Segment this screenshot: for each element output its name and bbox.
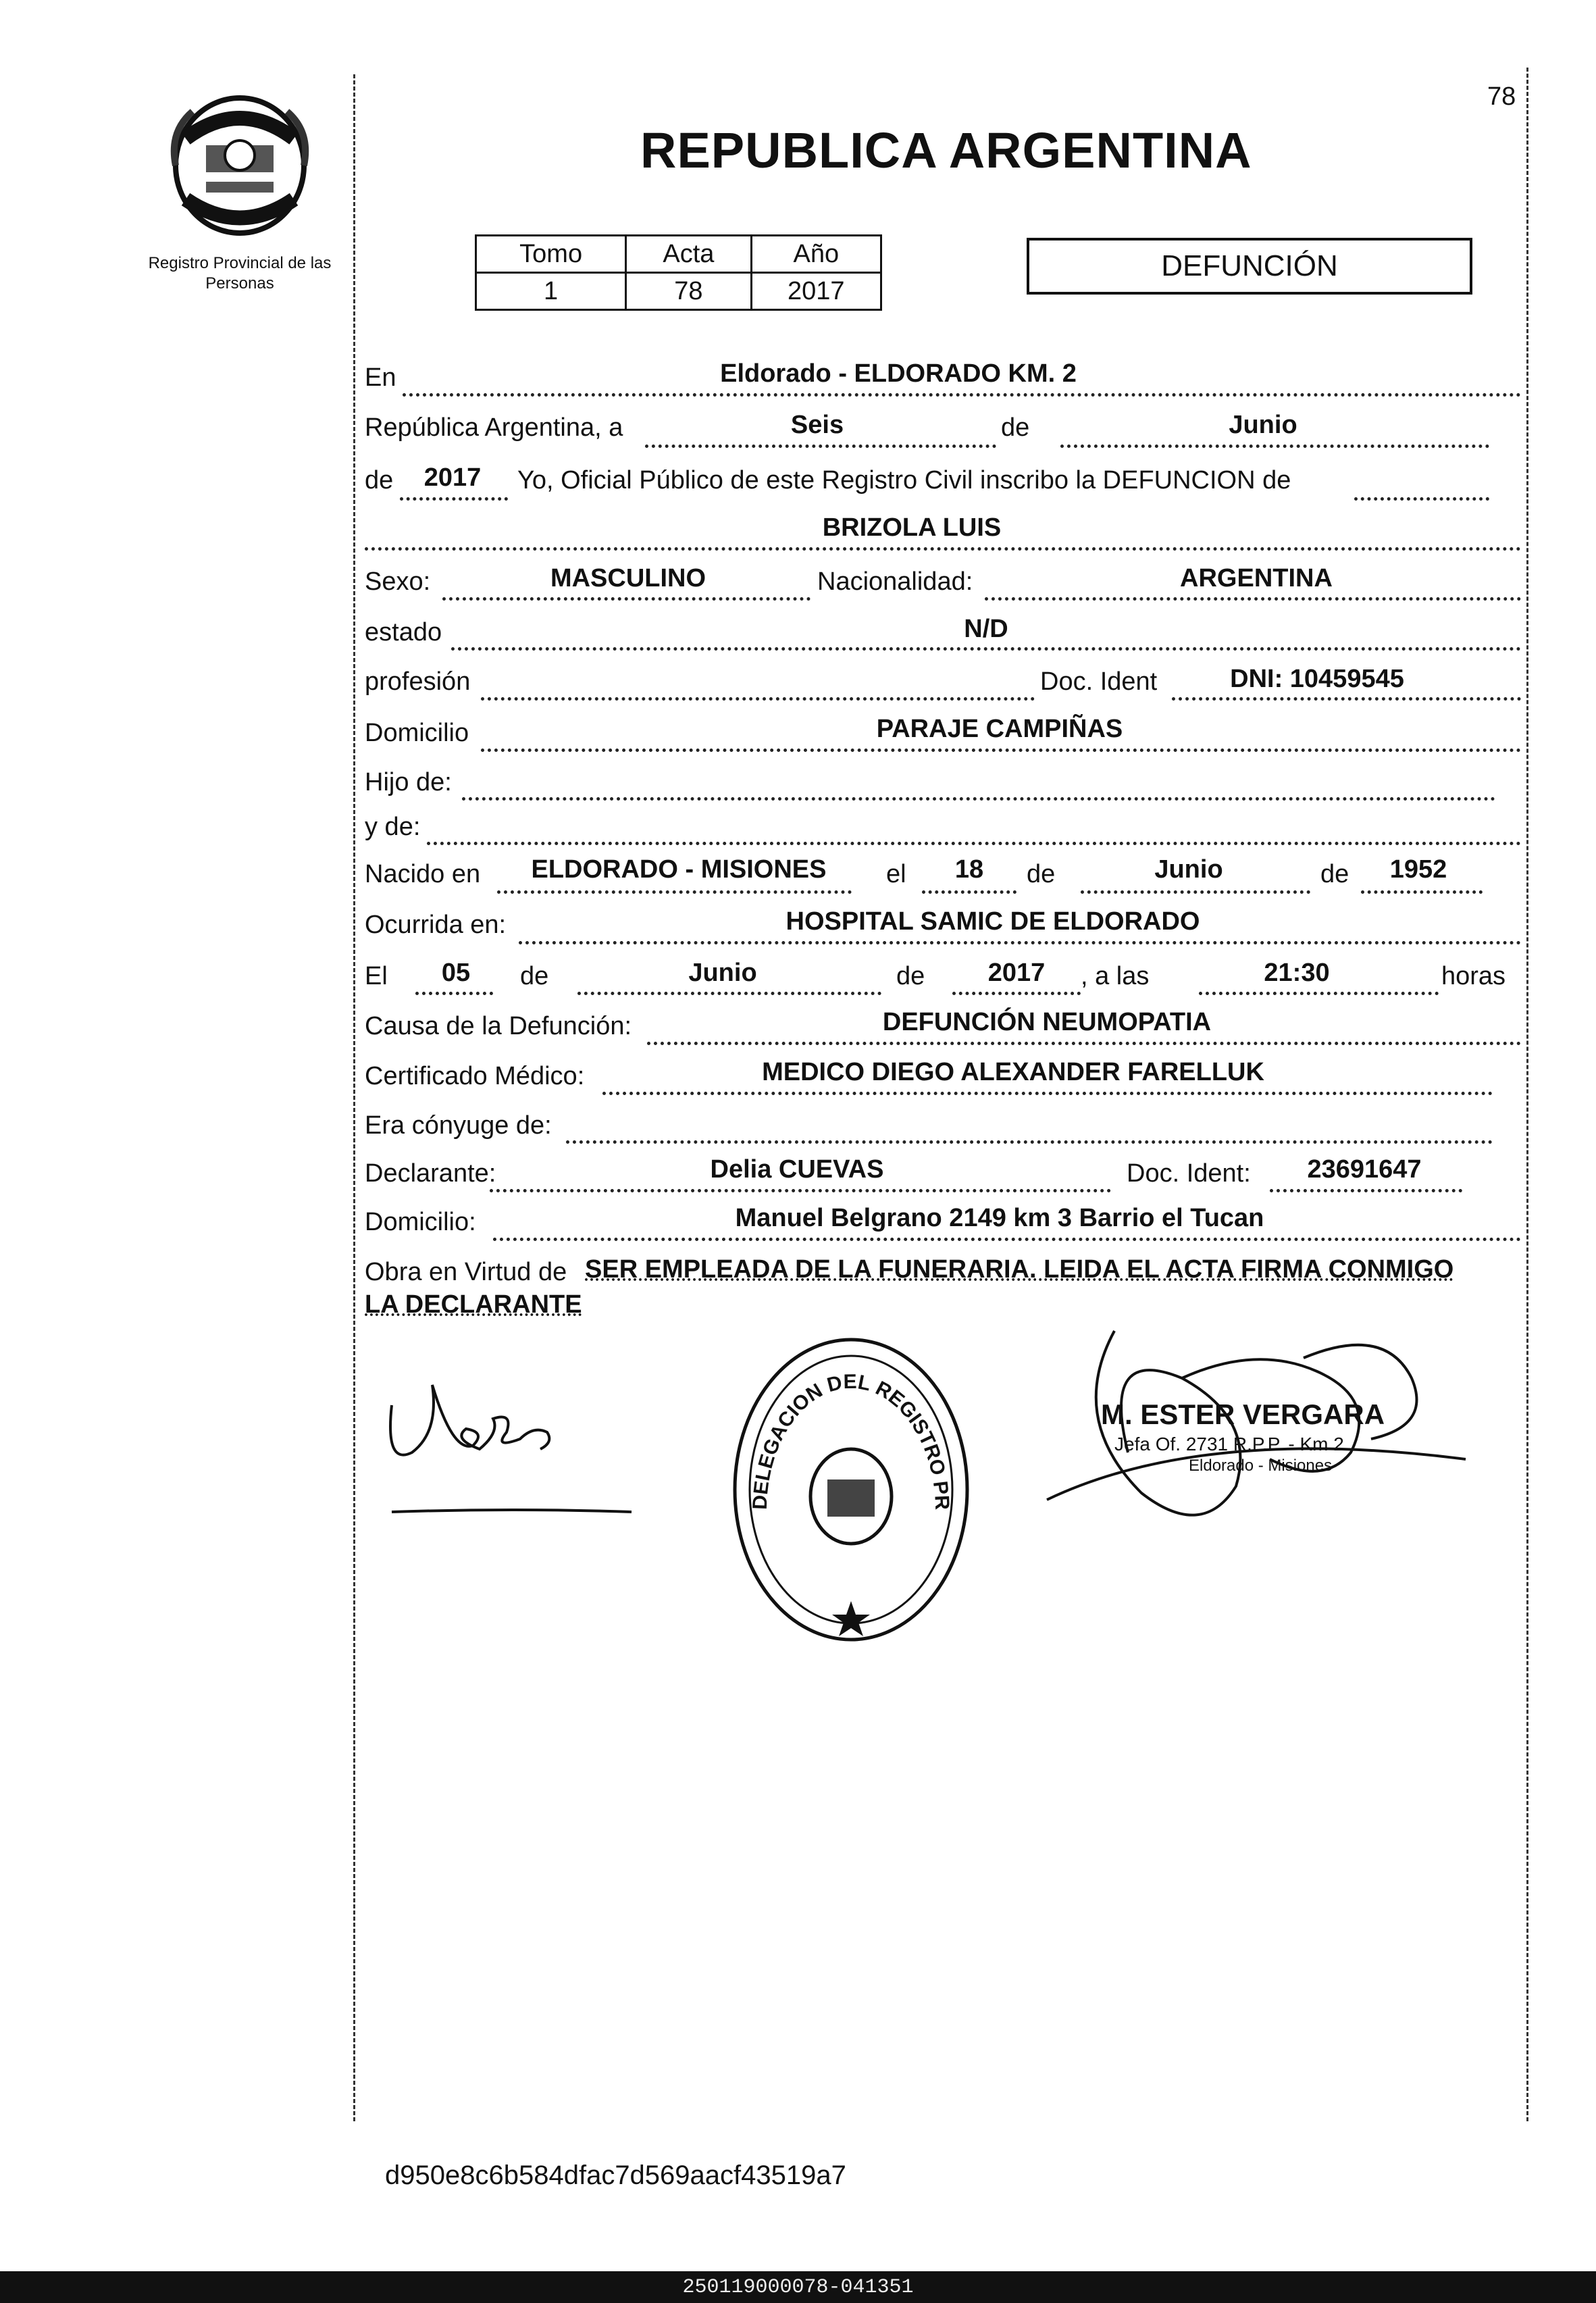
declarant-signature xyxy=(378,1365,648,1534)
de-label-5: de xyxy=(520,962,549,990)
birth-year: 1952 xyxy=(1389,855,1447,884)
ocurrida-value: HOSPITAL SAMIC DE ELDORADO xyxy=(786,907,1200,936)
year-value: 2017 xyxy=(423,463,482,492)
hijo-label: Hijo de: xyxy=(365,768,452,796)
el-label: el xyxy=(886,860,906,888)
obra-value-line2: LA DECLARANTE xyxy=(365,1290,582,1319)
declarante-value: Delia CUEVAS xyxy=(710,1155,884,1184)
ano-value: 2017 xyxy=(751,273,881,310)
nacido-line xyxy=(497,890,852,894)
nacionalidad-label: Nacionalidad: xyxy=(817,567,973,596)
record-table xyxy=(475,234,882,311)
death-day-line xyxy=(415,992,493,995)
profesion-line xyxy=(481,697,1035,701)
page-title: REPUBLICA ARGENTINA xyxy=(640,122,1252,178)
en-line xyxy=(403,393,1521,397)
ano-header: Año xyxy=(751,236,881,273)
province-logo xyxy=(165,91,314,240)
inscribo-line xyxy=(1354,497,1489,501)
official-place: Eldorado - Misiones xyxy=(1189,1457,1333,1475)
nacionalidad-line xyxy=(985,597,1521,601)
birth-month: Junio xyxy=(1154,855,1223,884)
birth-day: 18 xyxy=(954,855,984,884)
alas-label: , a las xyxy=(1081,962,1150,990)
certificado-value: MEDICO DIEGO ALEXANDER FARELLUK xyxy=(762,1058,1264,1086)
de-label-3: de xyxy=(1027,860,1056,888)
record-table-header-row xyxy=(476,236,881,273)
official-name: M. ESTER VERGARA xyxy=(1101,1398,1385,1430)
death-year-line xyxy=(952,992,1081,995)
ocurrida-label: Ocurrida en: xyxy=(365,911,507,939)
yde-line xyxy=(427,842,1521,845)
inscribo-text: Yo, Oficial Público de este Registro Civil inscribo la DEFUNCION de xyxy=(517,466,1291,495)
sexo-value: MASCULINO xyxy=(550,564,706,592)
doc-ident-label: Doc. Ident xyxy=(1040,667,1158,696)
declarante-label: Declarante: xyxy=(365,1159,496,1188)
name-line xyxy=(365,547,1521,551)
sexo-label: Sexo: xyxy=(365,567,431,596)
death-time: 21:30 xyxy=(1264,959,1330,987)
doc-ident2-value: 23691647 xyxy=(1307,1155,1422,1184)
birth-year-line xyxy=(1361,890,1483,894)
deceased-name: BRIZOLA LUIS xyxy=(822,513,1002,542)
ocurrida-line xyxy=(519,941,1521,944)
estado-value: N/D xyxy=(964,615,1008,643)
domicilio2-line xyxy=(493,1238,1521,1241)
document-hash: d950e8c6b584dfac7d569aacf43519a7 xyxy=(385,2160,846,2190)
horas-label: horas xyxy=(1441,962,1506,990)
hijo-line xyxy=(462,797,1495,801)
el2-label: El xyxy=(365,962,388,990)
registry-round-seal xyxy=(729,1334,973,1645)
profesion-label: profesión xyxy=(365,667,471,696)
acta-header: Acta xyxy=(626,236,751,273)
conyuge-line xyxy=(566,1140,1493,1144)
tomo-header: Tomo xyxy=(476,236,626,273)
domicilio2-value: Manuel Belgrano 2149 km 3 Barrio el Tucan xyxy=(735,1204,1264,1232)
death-time-line xyxy=(1199,992,1439,995)
sexo-line xyxy=(442,597,810,601)
domicilio-value: PARAJE CAMPIÑAS xyxy=(876,715,1123,743)
tomo-value: 1 xyxy=(476,273,626,310)
day-value: Seis xyxy=(790,411,844,439)
de-label-2: de xyxy=(365,466,394,495)
doc-ident-line xyxy=(1172,697,1521,701)
year-line xyxy=(400,497,508,501)
death-month: Junio xyxy=(688,959,757,987)
declarante-line xyxy=(490,1189,1111,1192)
en-value: Eldorado - ELDORADO KM. 2 xyxy=(720,359,1077,388)
conyuge-label: Era cónyuge de: xyxy=(365,1111,552,1140)
causa-label: Causa de la Defunción: xyxy=(365,1012,632,1040)
doc-ident2-line xyxy=(1270,1189,1462,1192)
domicilio-label: Domicilio xyxy=(365,719,469,747)
obra-value-line1: SER EMPLEADA DE LA FUNERARIA. LEIDA EL ACTA FIRMA CONMIGO xyxy=(585,1255,1454,1284)
right-margin-line xyxy=(1526,68,1528,2121)
certificado-line xyxy=(602,1092,1493,1095)
footer-bar xyxy=(0,2271,1596,2303)
page-number: 78 xyxy=(1487,82,1516,111)
doc-ident2-label: Doc. Ident: xyxy=(1127,1159,1251,1188)
nacido-value: ELDORADO - MISIONES xyxy=(531,855,827,884)
death-day: 05 xyxy=(441,959,471,987)
republica-label: República Argentina, a xyxy=(365,413,623,442)
birth-month-line xyxy=(1081,890,1310,894)
certificado-label: Certificado Médico: xyxy=(365,1062,585,1090)
day-line xyxy=(645,445,996,448)
estado-label: estado xyxy=(365,618,442,647)
yde-label: y de: xyxy=(365,813,421,841)
de-label-1: de xyxy=(1001,413,1030,442)
birth-day-line xyxy=(922,890,1016,894)
death-year: 2017 xyxy=(987,959,1046,987)
causa-line xyxy=(647,1042,1521,1045)
logo-caption: Registro Provincial de las Personas xyxy=(148,254,332,293)
official-title: Jefa Of. 2731 R.P.P. - Km 2 xyxy=(1114,1434,1344,1454)
footer-code: 250119000078-041351 xyxy=(682,2275,914,2299)
de-label-6: de xyxy=(896,962,925,990)
causa-value: DEFUNCIÓN NEUMOPATIA xyxy=(882,1008,1212,1036)
seal-text: DELEGACION DEL REGISTRO PR xyxy=(748,1370,954,1511)
de-label-4: de xyxy=(1320,860,1349,888)
acta-value: 78 xyxy=(626,273,751,310)
obra-label: Obra en Virtud de xyxy=(365,1258,567,1286)
en-label: En xyxy=(365,363,396,392)
domicilio2-label: Domicilio: xyxy=(365,1208,476,1236)
record-table-value-row xyxy=(476,273,881,310)
death-month-line xyxy=(577,992,881,995)
estado-line xyxy=(451,647,1521,651)
left-margin-line xyxy=(353,74,355,2121)
nacido-label: Nacido en xyxy=(365,860,481,888)
nacionalidad-value: ARGENTINA xyxy=(1180,564,1333,592)
month-value: Junio xyxy=(1229,411,1297,439)
doc-ident-value: DNI: 10459545 xyxy=(1230,665,1404,693)
month-line xyxy=(1060,445,1489,448)
record-type-box: DEFUNCIÓN xyxy=(1027,238,1472,295)
domicilio-line xyxy=(481,749,1521,752)
